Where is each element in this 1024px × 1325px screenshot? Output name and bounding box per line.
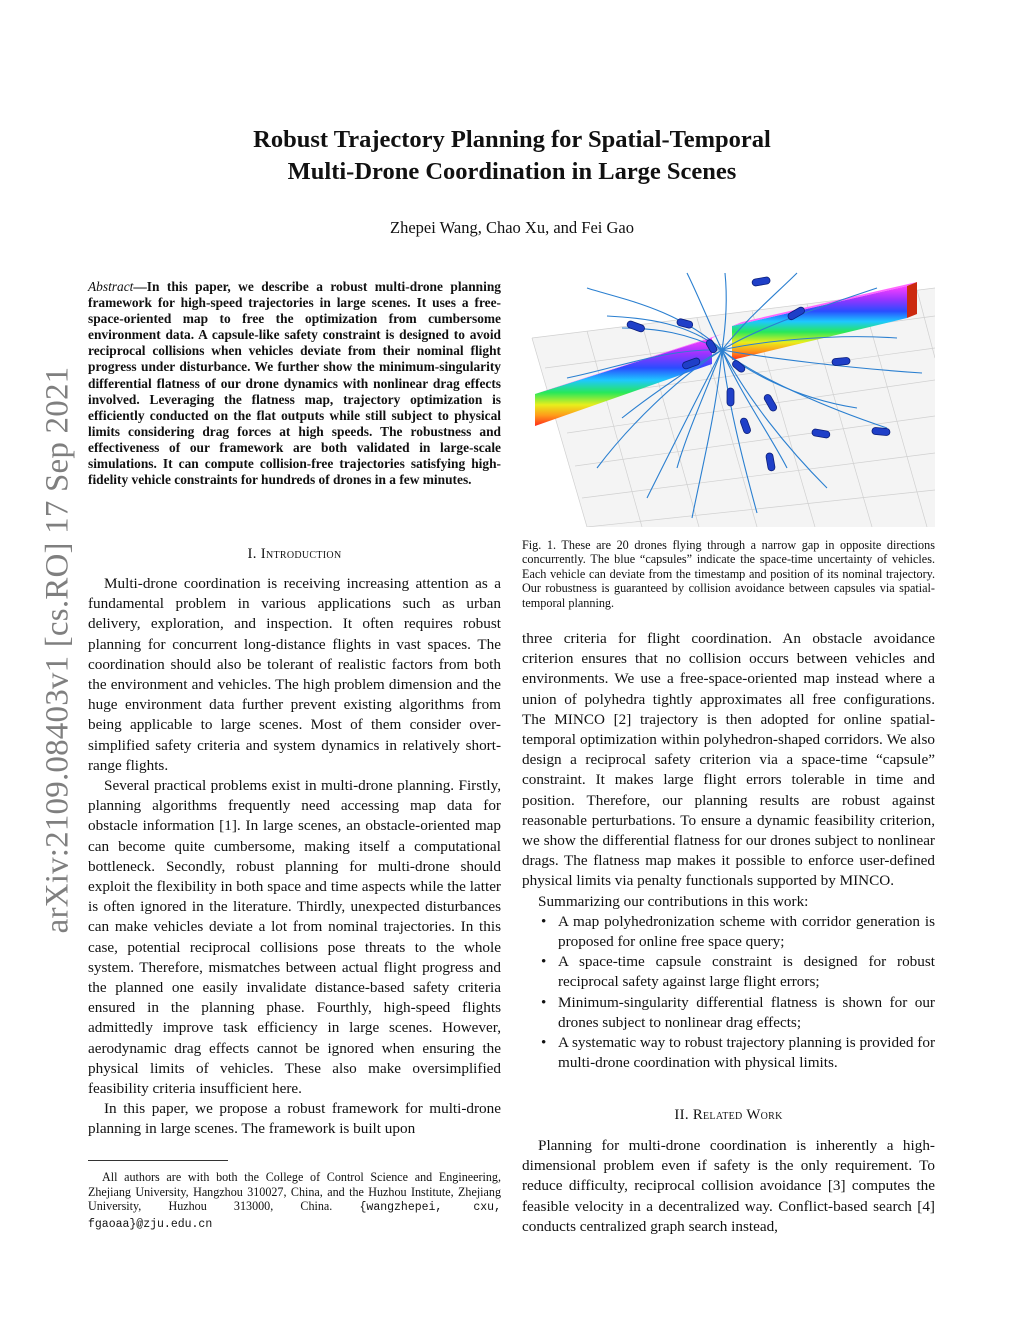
related-paragraph-1: Planning for multi-drone coordination is inherently a high-dimensional problem even if safety is the only requirement. To reduce difficulty, reciprocal collision avoidance [3] computes the feasible velocity in a decentralized way. Conflict-based search [4] conducts centralized graph search instead, xyxy=(522,1137,935,1235)
drone-simulation-render xyxy=(527,268,935,527)
intro-paragraph-1: Multi-drone coordination is receiving increasing attention as a fundamental problem in various applications such as urban delivery, exploration, and inspection. It often requires robust planning for concurrent long-distance flights in vast spaces. The coordination should also be tolerant of realistic factors from both the environment and vehicles. The high problem dimension and the huge environment data further prevent existing algorithms from being applicable to large scenes. Most of them consider over-simplified safety criteria and system dynamics in relatively short-range flights. xyxy=(88,575,501,774)
footnote-emails: {wangzhepei, cxu, fgaoaa}@zju.edu.cn xyxy=(88,1201,501,1231)
contribution-list xyxy=(522,912,935,1074)
right-column-body xyxy=(522,629,935,1073)
figure-1 xyxy=(527,268,935,527)
list-item: • Minimum-singularity differential flatness is shown for our drones subject to nonlinear drag effects; xyxy=(541,993,935,1031)
abstract-dash: — xyxy=(133,279,147,294)
list-item: • A systematic way to robust trajectory planning is provided for multi-drone coordination with physical limits. xyxy=(541,1034,935,1072)
abstract-text: In this paper, we describe a robust multi-drone planning framework for high-speed trajectories in large scenes. It uses a free-space-oriented map to free the optimization from cumbersome environment data. A capsule-like safety constraint is designed to avoid reciprocal collisions when vehicles deviate from their nominal flight progress under disturbance. We further show the minimum-singularity differential flatness of our drone dynamics with nonlinear drag effects involved. Leveraging the flatness map, trajectory optimization is efficiently conducted on the flat outputs while still subject to physical limits considering drag forces at high speeds. The robustness and effectiveness of our framework are both validated in large-scale simulations. It can compute collision-free trajectories satisfying high-fidelity vehicle constraints for hundreds of drones in a few minutes. xyxy=(88,279,501,488)
list-item: • A map polyhedronization scheme with corridor generation is proposed for online free space query; xyxy=(541,912,935,951)
section-heading-related-work: II. Related Work xyxy=(674,1107,783,1123)
paper-title xyxy=(0,124,1024,188)
right-paragraph-1: three criteria for flight coordination. An obstacle avoidance criterion ensures that no collision occurs between vehicles and environments. We use a free-space-oriented map instead where a union of polyhedra tightly approximates all free configurations. The MINCO [2] trajectory is then adopted for online spatial-temporal optimization within polyhedron-shaped corridors. We also design a reciprocal safety criterion via a space-time “capsule” constraint. It makes large flight errors tolerable in time and position. Therefore, our planning results are robust against reasonable perturbations. To ensure a dynamic feasibility criterion, we show the differential flatness for our drones subject to nonlinear drags. The flatness map makes it possible to enforce user-defined physical limits via penalty functionals supported by MINCO. xyxy=(522,630,935,890)
title-line-2: Multi-Drone Coordination in Large Scenes xyxy=(287,158,737,185)
right-paragraph-2: Summarizing our contributions in this work: xyxy=(538,892,809,910)
footnote xyxy=(88,1170,501,1232)
arxiv-sidebar xyxy=(38,357,78,944)
abstract xyxy=(88,279,501,488)
figure-1-caption: Fig. 1. These are 20 drones flying through a narrow gap in opposite directions concurrently. The blue “capsules” indicate the space-time uncertainty of vehicles. Each vehicle can deviate from the timestamp and position of its nominal trajectory. Our robustness is guaranteed by collision avoidance between capsules via spatial-temporal planning. xyxy=(522,538,935,610)
title-line-1: Robust Trajectory Planning for Spatial-Temporal xyxy=(253,126,771,153)
abstract-label: Abstract xyxy=(88,279,134,294)
intro-paragraph-3: In this paper, we propose a robust framework for multi-drone planning in large scenes. The framework is built upon xyxy=(88,1100,501,1138)
intro-paragraph-2: Several practical problems exist in multi-drone planning. Firstly, planning algorithms frequently need accessing map data for obstacle information [1]. In large scenes, an obstacle-oriented map can become quite cumbersome, making itself a computational bottleneck. Secondly, robust planning for multi-drone should exploit the flexibility in both space and time aspects while the latter is often ignored in the literature. Thirdly, unexpected disturbances can make vehicles deviate a lot from nominal trajectories. In this case, potential reciprocal collisions pose threats to the whole system. Therefore, mismatches between actual flight progress and the planned one easily invalidate distance-based safety criteria ensured in the planning phase. Fourthly, high-speed flights admittedly improve task efficiency in large scenes. However, aerodynamic drag effects cannot be ignored when ensuring the physical limits of vehicles. These also make oversimplified feasibility criteria insufficient here. xyxy=(88,777,501,1098)
related-work-body xyxy=(522,1136,935,1237)
list-item: • A space-time capsule constraint is designed for robust reciprocal safety against large flight errors; xyxy=(541,953,935,991)
section-heading-introduction: I. Introduction xyxy=(247,546,342,562)
arxiv-identifier: arXiv:2109.08403v1 [cs.RO] 17 Sep 2021 xyxy=(39,366,76,934)
footnote-text: All authors are with both the College of Control Science and Engineering, Zhejiang University, Hangzhou 310027, China, and the Huzhou Institute, Zhejiang University, Huzhou 313000, China. xyxy=(88,1170,501,1214)
footnote-rule xyxy=(88,1160,228,1161)
introduction-body xyxy=(88,574,501,1140)
author-list: Zhepei Wang, Chao Xu, and Fei Gao xyxy=(390,218,634,237)
